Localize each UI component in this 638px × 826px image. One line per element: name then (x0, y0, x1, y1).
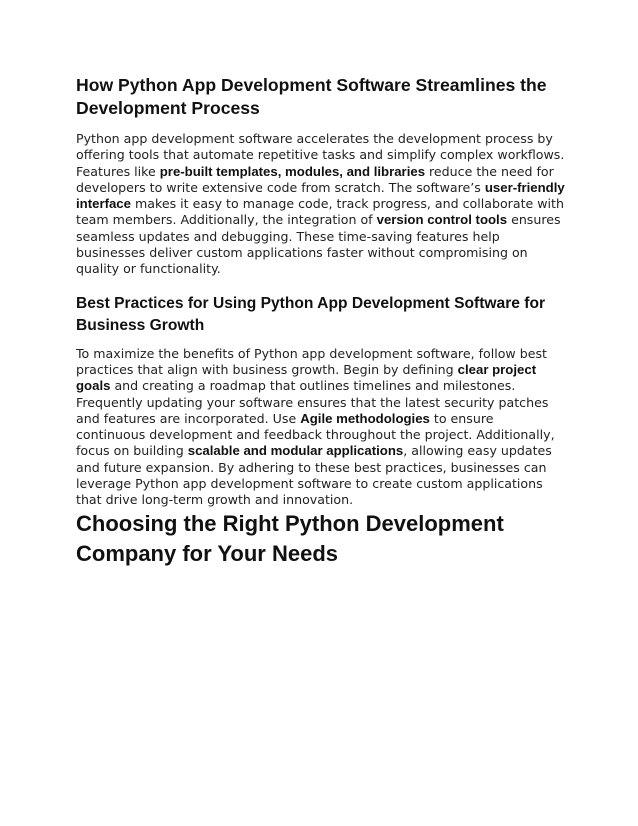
document-page (76, 74, 566, 569)
text-span: , allowing easy updates and future expansion. By adhering to these best practices, businesses can leverage Python app development software to create custom applications that drive long-term growth and innovation. (76, 443, 552, 508)
bold-phrase: version control tools (376, 212, 508, 228)
text-span: to ensure continuous development and feedback throughout the project. Additionally, focus on building (76, 410, 555, 459)
bold-phrase: user-friendly interface (76, 179, 565, 212)
section-heading-best-practices: Best Practices for Using Python App Development Software for Business Growth (76, 294, 546, 334)
bold-phrase: clear project goals (76, 361, 537, 394)
paragraph-best-practices (76, 346, 566, 509)
text-span: To maximize the benefits of Python app development software, follow best practices that align with business growth. Begin by defining (76, 345, 547, 377)
bold-phrase: scalable and modular applications (187, 443, 404, 459)
text-span: makes it easy to manage code, track progress, and collaborate with team members. Additionally, the integration of (76, 196, 564, 228)
bold-phrase: Agile methodologies (300, 410, 430, 426)
text-span: and creating a roadmap that outlines timelines and milestones. Frequently updating your software ensures that the latest security patches and features are incorporated. Use (76, 378, 549, 426)
bold-phrase: pre-built templates, modules, and libraries (159, 163, 426, 179)
section-heading-streamlines: How Python App Development Software Streamlines the Development Process (76, 75, 547, 118)
text-span: reduce the need for developers to write extensive code from scratch. The software’s (76, 163, 554, 195)
paragraph-streamlines (76, 131, 566, 278)
section-heading-choosing-company: Choosing the Right Python Development Company for Your Needs (76, 510, 504, 566)
text-span: ensures seamless updates and debugging. These time-saving features help businesses deliver custom applications faster without compromising on quality or functionality. (76, 212, 561, 277)
text-span: Python app development software accelerates the development process by offering tools that automate repetitive tasks and simplify complex workflows. Features like (76, 131, 565, 179)
